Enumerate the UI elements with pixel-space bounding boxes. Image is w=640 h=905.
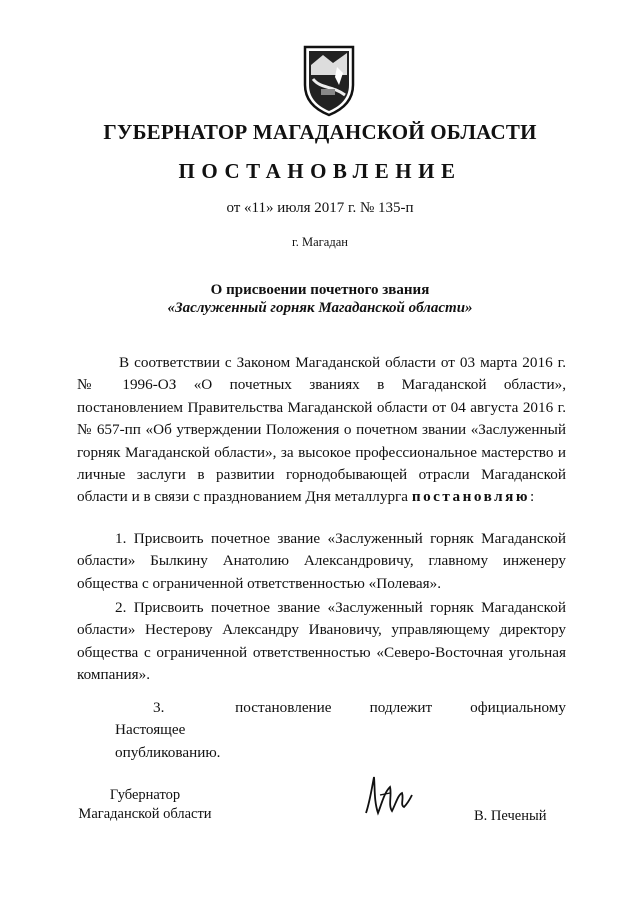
preamble-text: В соответствии с Законом Магаданской области от 03 марта 2016 г. № 1996-ОЗ «О почетных званиях в Магаданской области», постановлением Правительства Магаданской области от 04 августа 2016 г. № 657-пп «Об утверждении Положения о почетном звании «Заслуженный горняк Магаданской области», за высокое профессиональное мастерство и личные заслуги в развитии горнодобывающей отрасли Магаданской области и в связи с празднованием Дня металлурга: [77, 354, 566, 506]
organization-heading: ГУБЕРНАТОР МАГАДАНСКОЙ ОБЛАСТИ: [103, 120, 537, 144]
item-1-paragraph: 1. Присвоить почетное звание «Заслуженный горняк Магаданской области» Былкину Анатолию Александровичу, главному инженеру общества с ограниченной ответственностью «Полевая».: [77, 530, 566, 592]
document-title-line2: «Заслуженный горняк Магаданской области»: [167, 300, 473, 316]
item-3-word: официальному: [470, 699, 566, 716]
item-3-word: постановление: [235, 699, 332, 716]
item-3-word: подлежит: [369, 699, 433, 716]
item-3-paragraph: [77, 697, 566, 764]
document-type-heading: ПОСТАНОВЛЕНИЕ: [178, 159, 462, 183]
position-line1: Губернатор: [109, 787, 181, 803]
city-line: г. Магадан: [292, 235, 348, 249]
item-3-word: 3. Настоящее: [115, 699, 186, 739]
date-number-line: от «11» июля 2017 г. № 135-п: [226, 200, 414, 216]
item-2-paragraph: 2. Присвоить почетное звание «Заслуженный горняк Магаданской области» Нестерову Александру Ивановичу, управляющему директору общества с ограниченной ответственностью «Северо-Восточная угольная компания».: [77, 599, 566, 684]
preamble-paragraph: [77, 352, 566, 509]
resolve-word: постановляю: [411, 488, 530, 506]
position-line2: Магаданской области: [78, 806, 212, 822]
resolve-punct: :: [529, 488, 535, 506]
governor-position: [75, 786, 215, 824]
document-title-line1: О присвоении почетного звания: [210, 282, 430, 298]
coat-of-arms-emblem: [301, 45, 357, 117]
handwritten-signature: [360, 773, 416, 817]
signer-name: В. Печеный: [474, 808, 547, 824]
item-3-end: опубликованию.: [115, 743, 221, 761]
